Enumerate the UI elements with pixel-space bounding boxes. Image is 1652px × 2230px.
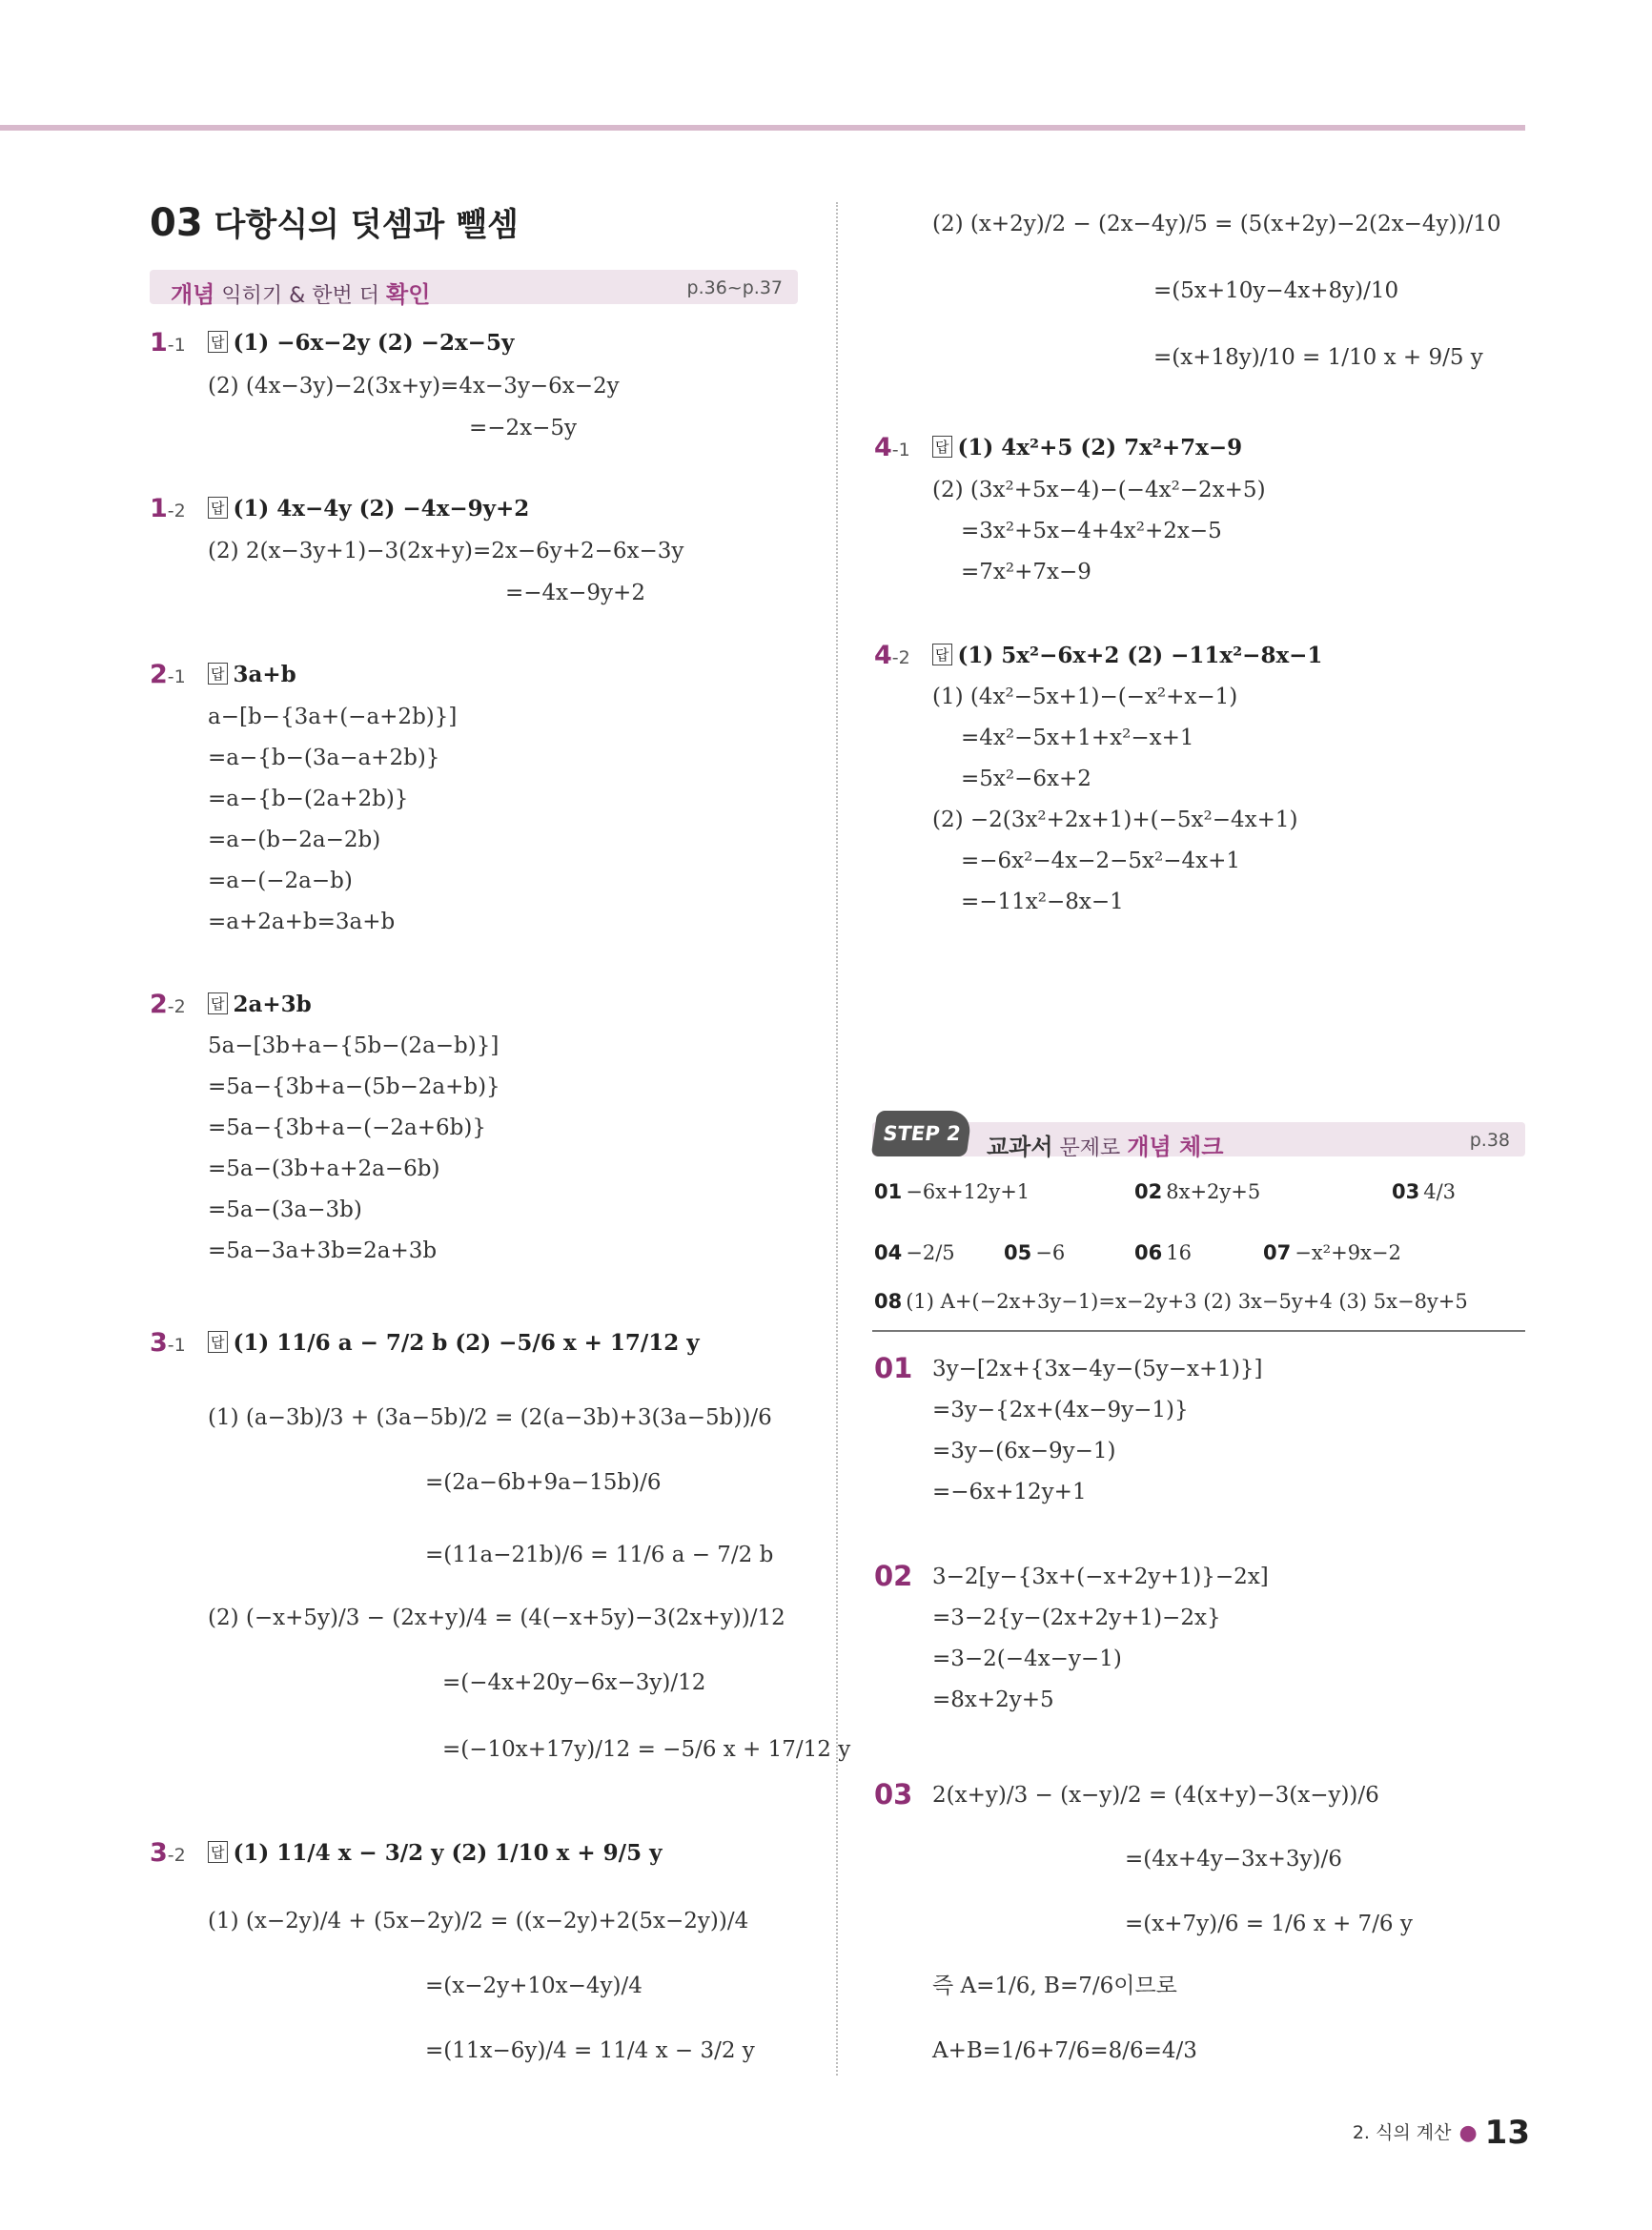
solution-line: =5a−(3b+a+2a−6b) [208,1156,440,1181]
problem-label: 3-2 [150,1838,186,1868]
answer: 답 (1) 4x²+5 (2) 7x²+7x−9 [932,435,1242,460]
problem-label: 2-1 [150,660,186,689]
answer: 답 (1) 11/6 a − 7/2 b (2) −5/6 x + 17/12 y [208,1330,700,1356]
solution-line: (2) (3x²+5x−4)−(−4x²−2x+5) [932,478,1266,502]
solution-line: (1) (a−3b)/3 + (3a−5b)/2 = (2(a−3b)+3(3a−5b))/6 [208,1405,772,1430]
answer: 답 (1) 5x²−6x+2 (2) −11x²−8x−1 [932,643,1322,668]
step2-label-b: 문제로 [1052,1136,1128,1160]
solution-line: (1) (x−2y)/4 + (5x−2y)/2 = ((x−2y)+2(5x−2y))/4 [208,1909,749,1933]
step2-label-c: 개념 체크 [1127,1134,1224,1160]
solution-number: 01 [874,1352,913,1384]
concept-label-c: 확인 [386,281,431,308]
solution-line: (2) −2(3x²+2x+1)+(−5x²−4x+1) [932,808,1298,832]
solution-line: =5a−{3b+a−(−2a+6b)} [208,1115,486,1140]
problem-label: 4-2 [874,641,910,670]
solution-line: 즉 A=1/6, B=7/6이므로 [932,1974,1177,1998]
solution-line: a−[b−{3a+(−a+2b)}] [208,705,458,729]
section-title-text: 다항식의 덧셈과 뺄셈 [214,206,519,244]
solution-line: =(2a−6b+9a−15b)/6 [425,1470,662,1495]
solution-line: =a−{b−(3a−a+2b)} [208,746,440,770]
chapter-label: 2. 식의 계산 [1352,2122,1452,2143]
answer: 답 (1) 11/4 x − 3/2 y (2) 1/10 x + 9/5 y [208,1840,662,1866]
solution-line: =(4x+4y−3x+3y)/6 [1125,1847,1342,1872]
quick-answer: 06 16 [1134,1241,1192,1264]
solution-line: =3−2(−4x−y−1) [932,1647,1122,1671]
step2-bar [872,1122,1525,1160]
solution-line: 3y−[2x+{3x−4y−(5y−x+1)}] [932,1357,1263,1381]
solution-line: =(x+7y)/6 = 1/6 x + 7/6 y [1125,1912,1413,1936]
quick-answer: 08 (1) A+(−2x+3y−1)=x−2y+3 (2) 3x−5y+4 (3) 5x−8y+5 [874,1290,1468,1313]
page-number: 13 [1484,2114,1530,2152]
solution-line: (1) (4x²−5x+1)−(−x²+x−1) [932,685,1238,709]
solution-line: =(11x−6y)/4 = 11/4 x − 3/2 y [425,2038,755,2063]
solution-line: =−4x−9y+2 [505,581,645,605]
solution-line: =a−(−2a−b) [208,869,353,893]
solution-line: (2) (4x−3y)−2(3x+y)=4x−3y−6x−2y [208,374,620,399]
quick-answer: 03 4/3 [1392,1180,1457,1203]
solution-line: =7x²+7x−9 [961,560,1091,584]
step2-label-a: 교과서 [987,1134,1053,1160]
solution-line: (2) (−x+5y)/3 − (2x+y)/4 = (4(−x+5y)−3(2x+y))/12 [208,1606,785,1630]
solution-line: =−2x−5y [469,416,578,440]
solution-line: A+B=1/6+7/6=8/6=4/3 [932,2038,1197,2063]
quick-answer: 07 −x²+9x−2 [1263,1241,1401,1264]
solution-line: =8x+2y+5 [932,1688,1054,1712]
solution-line: =5x²−6x+2 [961,767,1091,791]
solution-line: 2(x+y)/3 − (x−y)/2 = (4(x+y)−3(x−y))/6 [932,1783,1379,1808]
quick-answer: 04 −2/5 [874,1241,955,1264]
column-divider [836,202,838,2076]
answer: 답 3a+b [208,662,296,687]
solution-line: =5a−{3b+a−(5b−2a+b)} [208,1074,500,1099]
problem-label: 2-2 [150,990,186,1019]
top-rule [0,125,1525,131]
answer: 답 2a+3b [208,992,312,1017]
solution-line: =(11a−21b)/6 = 11/6 a − 7/2 b [425,1543,774,1567]
answer: 답 (1) 4x−4y (2) −4x−9y+2 [208,496,529,522]
solution-line: =(−4x+20y−6x−3y)/12 [442,1670,706,1695]
solution-line: =3y−(6x−9y−1) [932,1439,1116,1463]
concept-pages: p.36~p.37 [686,277,783,298]
step2-badge: STEP 2 [871,1111,973,1156]
solution-number: 03 [874,1778,913,1811]
problem-label: 4-1 [874,433,910,462]
solution-line: =5a−(3a−3b) [208,1197,362,1222]
solution-line: =3−2{y−(2x+2y+1)−2x} [932,1606,1221,1630]
footer-dot-icon: ● [1458,2121,1478,2145]
page-footer [1353,2114,1530,2152]
step2-pages: p.38 [1469,1130,1510,1151]
solution-line: (2) 2(x−3y+1)−3(2x+y)=2x−6y+2−6x−3y [208,539,684,563]
concept-label-b: 익히기 & 한번 더 [214,284,387,308]
solution-line: =a+2a+b=3a+b [208,910,396,934]
solution-line: =−6x+12y+1 [932,1480,1087,1504]
problem-label: 1-2 [150,494,186,523]
solution-line: =(x+18y)/10 = 1/10 x + 9/5 y [1153,345,1483,370]
solution-line: (2) (x+2y)/2 − (2x−4y)/5 = (5(x+2y)−2(2x−4y))/10 [932,212,1501,236]
quick-answer-rule [872,1330,1525,1332]
solution-line: =(x−2y+10x−4y)/4 [425,1974,642,1998]
section-title [150,198,519,245]
solution-line: =−6x²−4x−2−5x²−4x+1 [961,849,1241,873]
solution-line: =5a−3a+3b=2a+3b [208,1238,438,1263]
solution-line: 3−2[y−{3x+(−x+2y+1)}−2x] [932,1565,1269,1589]
solution-line: =3y−{2x+(4x−9y−1)} [932,1398,1189,1422]
quick-answer: 02 8x+2y+5 [1134,1180,1261,1203]
solution-line: =a−(b−2a−2b) [208,828,381,852]
problem-label: 1-1 [150,328,186,358]
solution-line: =3x²+5x−4+4x²+2x−5 [961,519,1222,543]
solution-line: =4x²−5x+1+x²−x+1 [961,726,1194,750]
problem-label: 3-1 [150,1328,186,1358]
solution-line: =(5x+10y−4x+8y)/10 [1153,278,1399,303]
concept-bar [150,270,798,308]
solution-line: =a−{b−(2a+2b)} [208,787,409,811]
concept-label-a: 개념 [171,281,215,308]
solution-number: 02 [874,1560,913,1592]
section-number: 03 [150,201,203,245]
solution-line: 5a−[3b+a−{5b−(2a−b)}] [208,1033,500,1058]
solution-line: =(−10x+17y)/12 = −5/6 x + 17/12 y [442,1737,851,1762]
answer: 답 (1) −6x−2y (2) −2x−5y [208,330,514,356]
solution-line: =−11x²−8x−1 [961,890,1124,914]
quick-answer: 01 −6x+12y+1 [874,1180,1030,1203]
quick-answer: 05 −6 [1004,1241,1066,1264]
